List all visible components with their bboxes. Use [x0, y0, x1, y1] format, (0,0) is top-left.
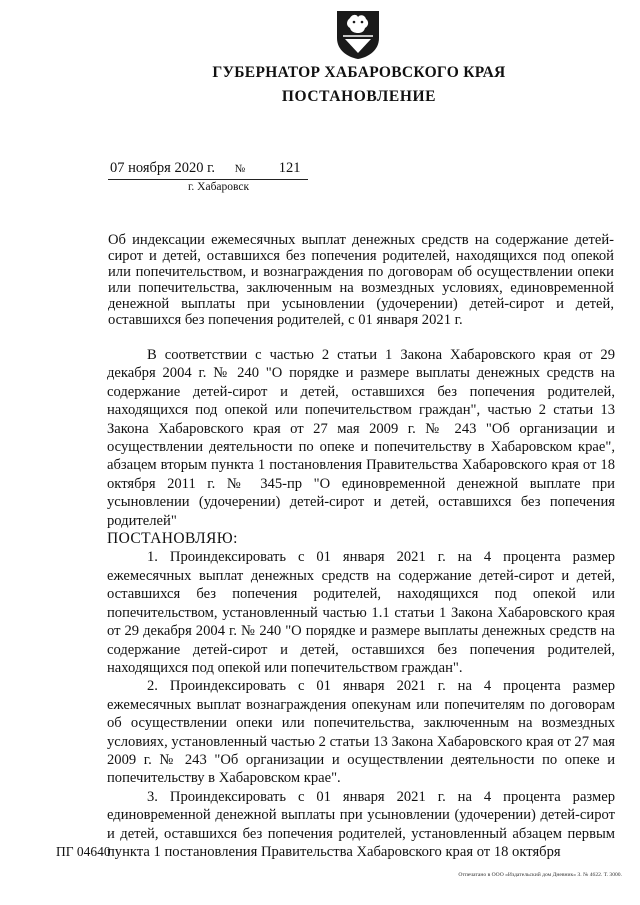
- document-subject: Об индексации ежемесячных выплат денежных средств на содержание детей-сирот и детей, оставшихся без попечения родителей, находящихся под опекой или попечительством, и вознаграждения по договорам об осуществлении опеки или попечительства, заключенным на возмездных условиях, единовременной денежной выплаты при усыновлении (удочерении) детей-сирот и детей, оставшихся без попечения родителей, с 01 января 2021 г.: [108, 232, 614, 329]
- coat-of-arms-icon: [333, 8, 383, 60]
- org-title: ГУБЕРНАТОР ХАБАРОВСКОГО КРАЯ: [212, 64, 506, 81]
- registration-underline: [108, 179, 308, 180]
- preamble-paragraph: В соответствии с частью 2 статьи 1 Закона Хабаровского края от 29 декабря 2004 г. № 240 "О порядке и размере выплаты денежных средств на содержание детей-сирот и детей, оставшихся без попечения родителей, находящихся под опекой или попечительством граждан", частью 2 статьи 13 Закона Хабаровского края от 27 мая 2009 г. № 243 "Об организации и осуществлении деятельности по опеке и попечительству в Хабаровском крае", абзацем вторым пункта 1 постановления Правительства Хабаровского края от 18 октября 2011 г. № 345-пр "О единовременной денежной выплате при усыновлении (удочерении) детей-сирот и детей, оставшихся без попечения родителей": [107, 347, 615, 529]
- document-number: 121: [278, 160, 301, 176]
- list-item: 3. Проиндексировать с 01 января 2021 г. на 4 процента размер единовременной денежной выплаты при усыновлении (удочерении) детей-сирот и детей, оставшихся без попечения родителей, установленный абзацем первым пункта 1 постановления Правительства Хабаровского края от 18 октября: [107, 788, 615, 860]
- document-type: ПОСТАНОВЛЕНИЕ: [281, 88, 437, 105]
- number-sign: №: [234, 162, 246, 175]
- document-code: ПГ 04640: [56, 844, 111, 859]
- list-item: 2. Проиндексировать с 01 января 2021 г. на 4 процента размер ежемесячных выплат вознаграждения опекунам или попечителям по договорам об осуществлении опеки или попечительства, заключенным на возмездных условиях, установленный частью 2 статьи 13 Закона Хабаровского края от 27 мая 2009 г. № 243 "Об организации и осуществлении деятельности по опеке и попечительству в Хабаровском крае".: [107, 678, 615, 787]
- document-city: г. Хабаровск: [188, 181, 250, 193]
- decree-word: ПОСТАНОВЛЯЮ:: [107, 530, 238, 548]
- registration-line: [110, 160, 301, 177]
- document-date: 07 ноября 2020 г.: [110, 160, 216, 176]
- printer-note: Отпечатано в ООО «Издательский дом Дневник» З. № 4622. Т. 3000.: [458, 872, 622, 878]
- list-item: 1. Проиндексировать с 01 января 2021 г. на 4 процента размер ежемесячных выплат денежных средств на содержание детей-сирот и детей, оставшихся без попечения родителей, находящихся под опекой или попечительством, установленный частью 1.1 статьи 1 Закона Хабаровского края от 29 декабря 2004 г. № 240 "О порядке и размере выплаты денежных средств на содержание детей-сирот и детей, оставшихся без попечения родителей, находящихся под опекой или попечительством граждан".: [107, 549, 615, 676]
- document-body: [107, 346, 615, 861]
